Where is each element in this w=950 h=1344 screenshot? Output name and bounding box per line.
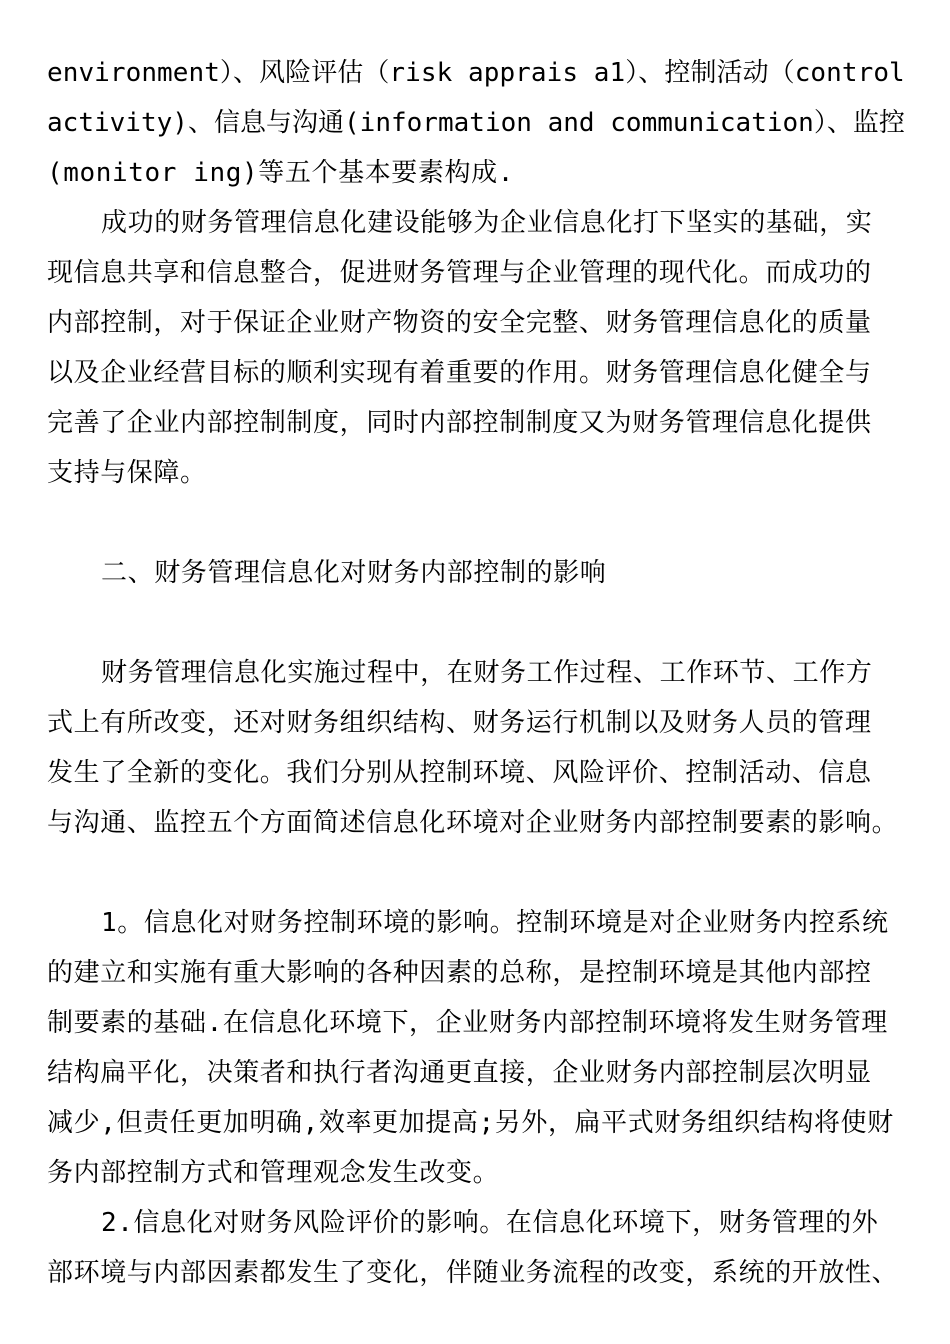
text-line: 部环境与内部因素都发生了变化，伴随业务流程的改变，系统的开放性、 bbox=[47, 1258, 899, 1288]
paragraph-success-factors bbox=[47, 198, 905, 498]
text-line: 以及企业经营目标的顺利实现有着重要的作用。财务管理信息化健全与 bbox=[47, 358, 872, 388]
section-heading: 二、财务管理信息化对财务内部控制的影响 bbox=[101, 558, 607, 588]
paragraph-control-environment bbox=[47, 898, 905, 1198]
text-line: 制要素的基础.在信息化环境下，企业财务内部控制环境将发生财务管理 bbox=[47, 1008, 888, 1038]
document-page bbox=[47, 48, 905, 1298]
text-line: activity)、信息与沟通(information and communication）、监控 bbox=[47, 108, 905, 138]
text-line: 1。信息化对财务控制环境的影响。控制环境是对企业财务内控系统 bbox=[101, 908, 889, 938]
text-line: 2.信息化对财务风险评价的影响。在信息化环境下，财务管理的外 bbox=[101, 1208, 879, 1238]
text-line: 完善了企业内部控制制度，同时内部控制制度又为财务管理信息化提供 bbox=[47, 408, 872, 438]
paragraph-risk-assessment bbox=[47, 1198, 905, 1298]
text-line: 务内部控制方式和管理观念发生改变。 bbox=[47, 1158, 500, 1188]
text-line: (monitor ing)等五个基本要素构成. bbox=[47, 158, 514, 188]
text-line: 结构扁平化，决策者和执行者沟通更直接，企业财务内部控制层次明显 bbox=[47, 1058, 872, 1088]
paragraph-implementation bbox=[47, 648, 905, 848]
spacer bbox=[47, 848, 905, 898]
text-line: 减少,但责任更加明确,效率更加提高;另外，扁平式财务组织结构将使财 bbox=[47, 1108, 894, 1138]
text-line: 支持与保障。 bbox=[47, 458, 207, 488]
text-line: 成功的财务管理信息化建设能够为企业信息化打下坚实的基础，实 bbox=[101, 208, 873, 238]
spacer bbox=[47, 598, 905, 648]
spacer bbox=[47, 498, 905, 548]
paragraph-components bbox=[47, 48, 905, 198]
text-line: 财务管理信息化实施过程中，在财务工作过程、工作环节、工作方 bbox=[101, 658, 873, 688]
text-line: 内部控制，对于保证企业财产物资的安全完整、财务管理信息化的质量 bbox=[47, 308, 872, 338]
text-line: 的建立和实施有重大影响的各种因素的总称，是控制环境是其他内部控 bbox=[47, 958, 872, 988]
text-line: 现信息共享和信息整合，促进财务管理与企业管理的现代化。而成功的 bbox=[47, 258, 872, 288]
text-line: environment）、风险评估（risk apprais a1）、控制活动（control bbox=[47, 58, 905, 88]
text-line: 与沟通、监控五个方面简述信息化环境对企业财务内部控制要素的影响。 bbox=[47, 808, 899, 838]
text-line: 式上有所改变，还对财务组织结构、财务运行机制以及财务人员的管理 bbox=[47, 708, 872, 738]
text-line: 发生了全新的变化。我们分别从控制环境、风险评价、控制活动、信息 bbox=[47, 758, 872, 788]
